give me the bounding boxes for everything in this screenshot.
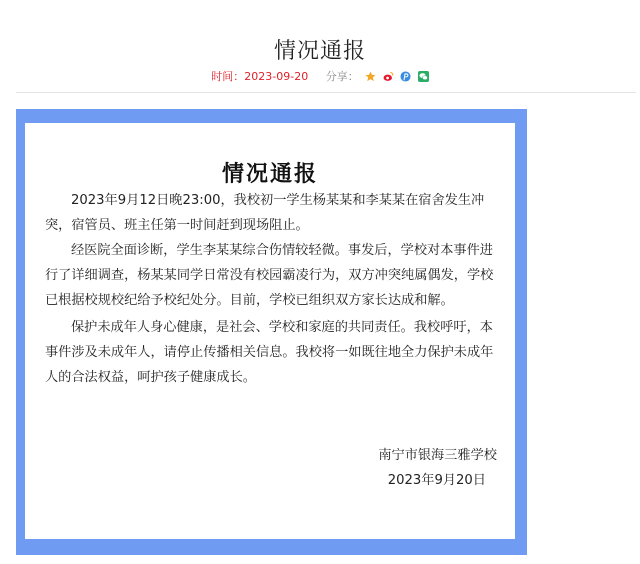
notice-title: 情况通报 [221,162,318,187]
qzone-star-icon[interactable] [365,71,376,82]
notice-paragraph: 经医院全面诊断，学生李某某综合伤情较轻微。事发后，学校对本事件进行了详细调查，杨某某同学日常没有校园霸凌行为，双方冲突纯属偶发，学校已根据校规校纪给予校纪处分。目前，学校已组织双方家长达成和解。 [45,243,494,308]
weibo-icon[interactable] [383,71,394,82]
time-label: 时间： [211,70,245,83]
signature-school: 南宁市银海三雅学校 [378,448,497,463]
pinterest-icon[interactable] [400,71,411,82]
share-label: 分享： [325,70,359,83]
notice-paragraph: 2023年9月12日晚23:00，我校初一学生杨某某和李某某在宿舍发生冲突，宿管员、班主任第一时间赶到现场阻止。 [45,193,485,233]
signature-date: 2023年9月20日 [387,473,486,488]
header-divider [16,92,636,93]
notice-document [25,123,515,539]
article-meta [0,68,640,84]
notice-paragraph: 保护未成年人身心健康，是社会、学校和家庭的共同责任。我校呼吁，本事件涉及未成年人，请停止传播相关信息。我校将一如既往地全力保护未成年人的合法权益，呵护孩子健康成长。 [45,320,494,385]
wechat-icon[interactable] [418,71,429,82]
page-title: 情况通报 [273,39,366,64]
notice-image-frame [16,109,527,555]
publish-date: 2023-09-20 [244,70,309,83]
